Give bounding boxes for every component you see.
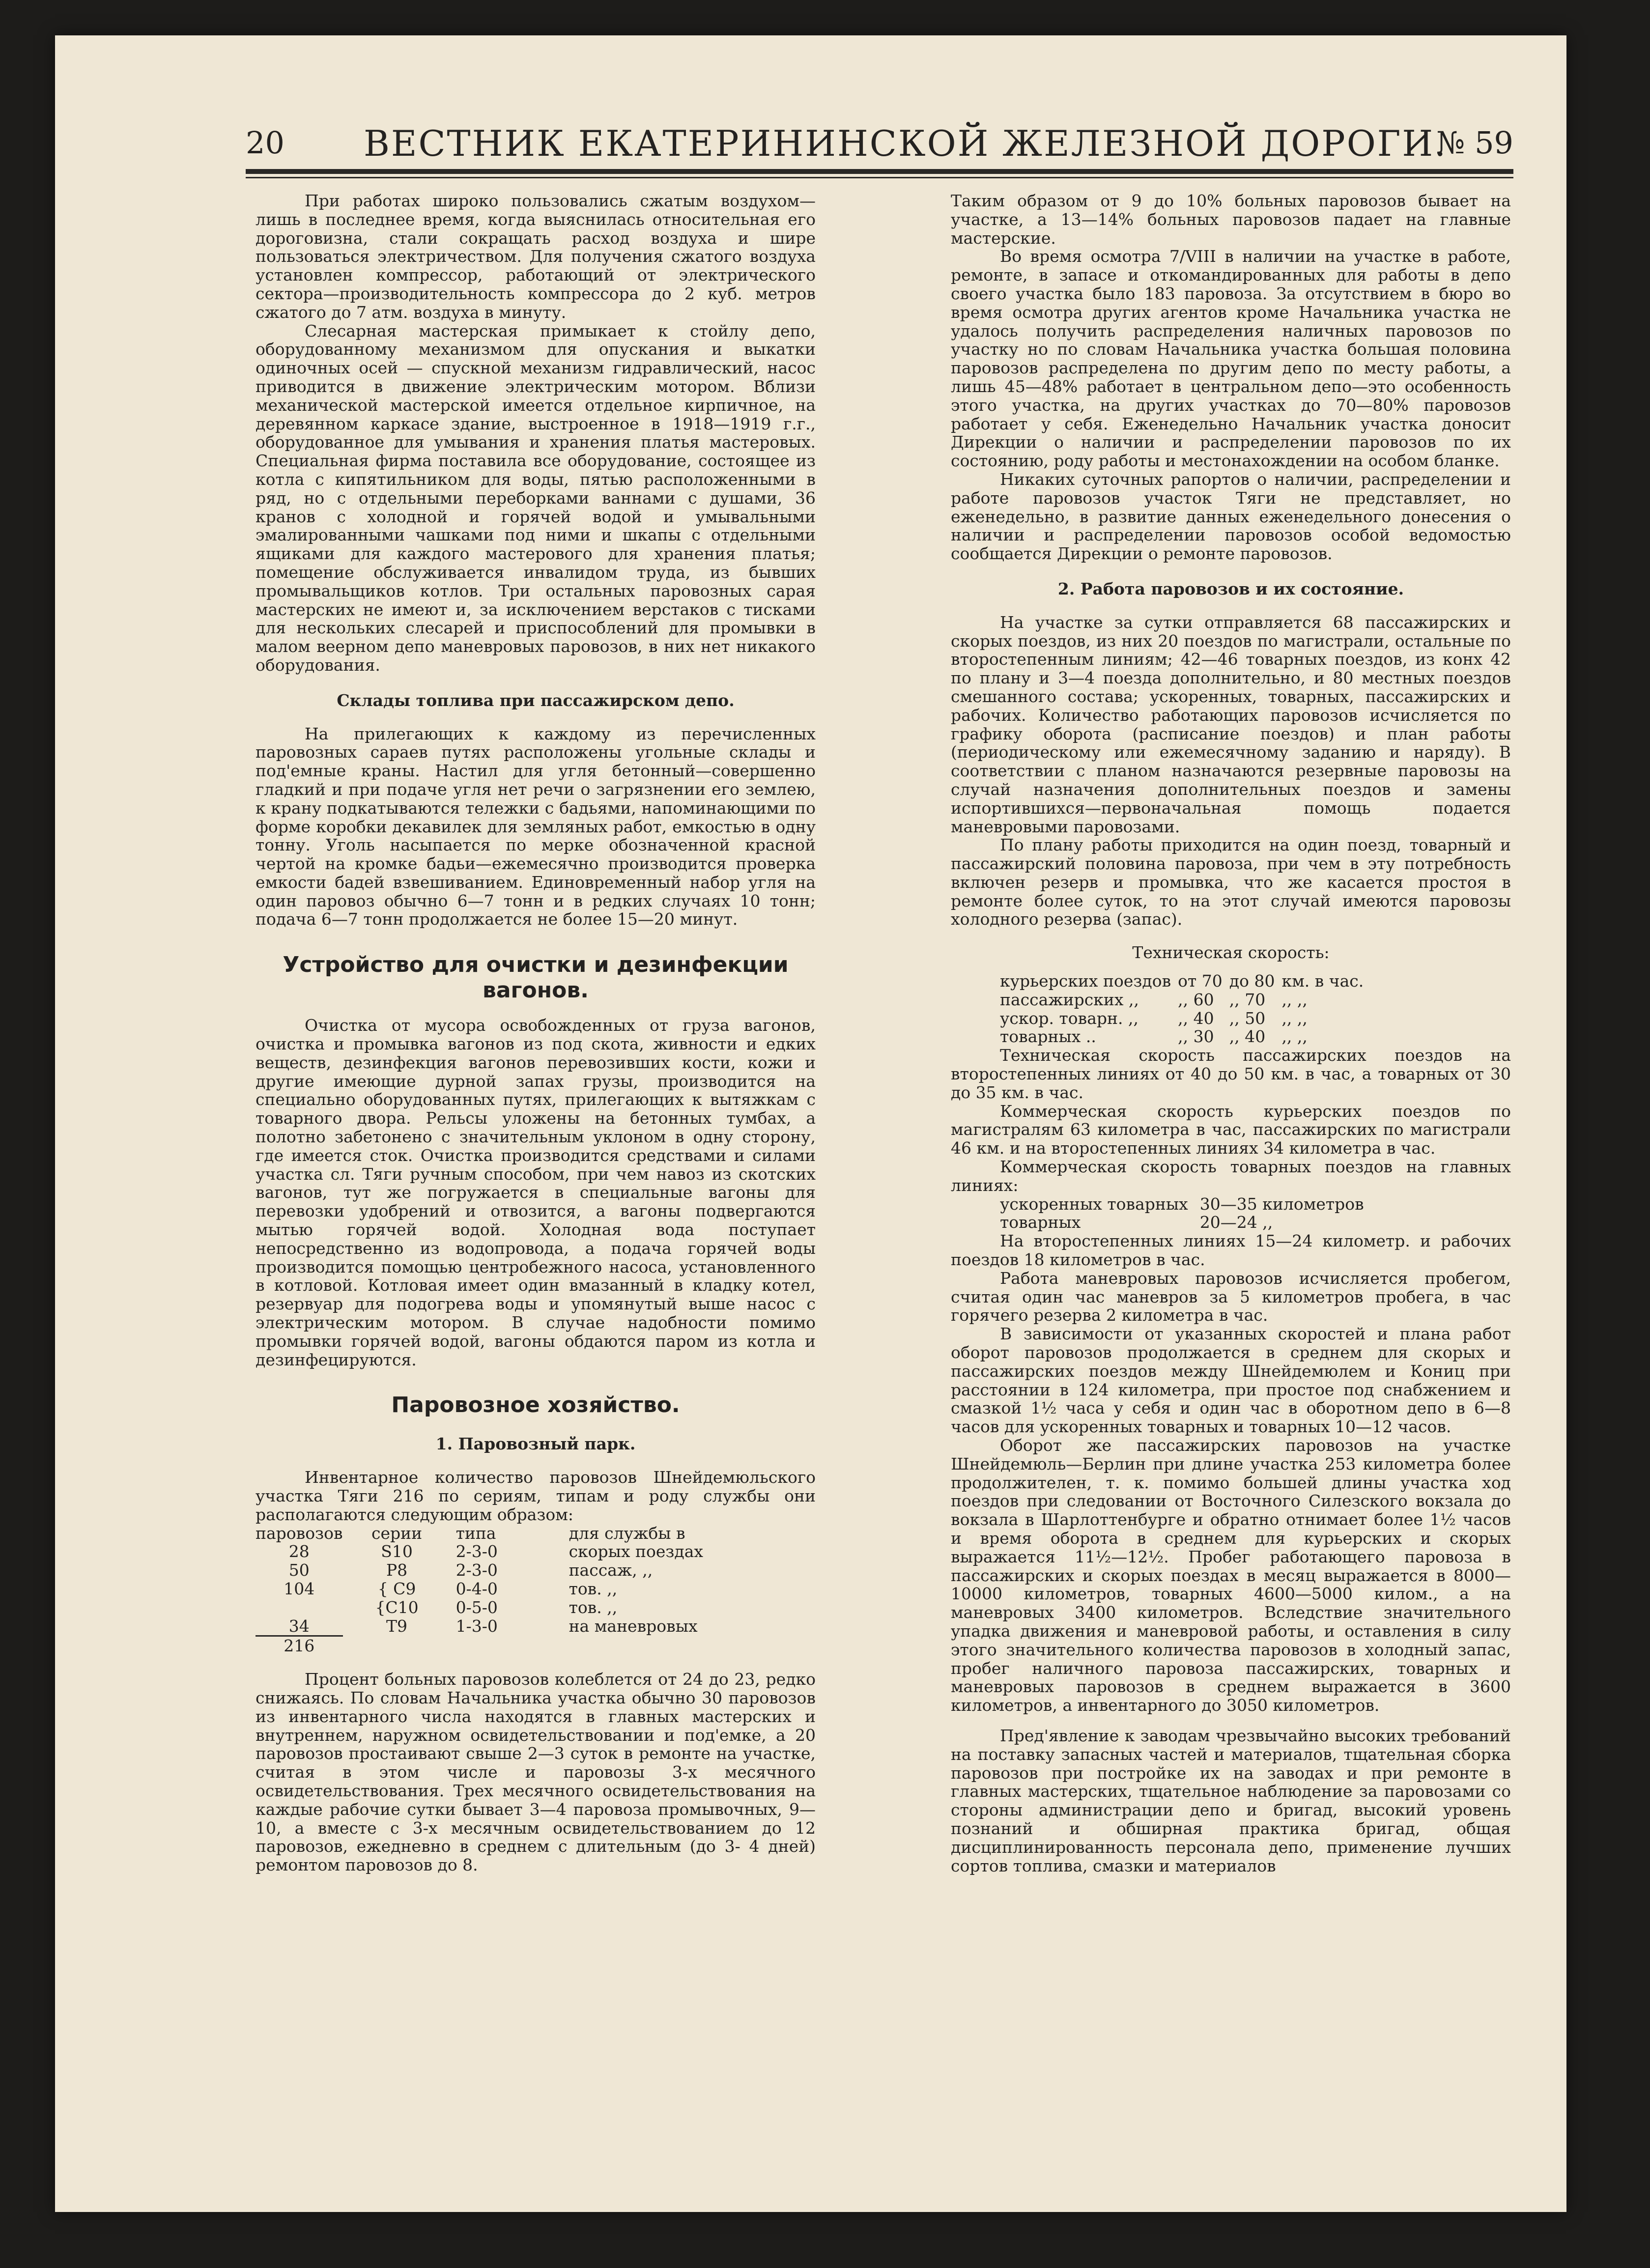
paragraph: На прилегающих к каждому из перечисленных паровозных сараев путях расположены угольные склады и под'емные краны. Настил для угля бетонный—совершенно гладкий и при подаче угля нет речи о загрязнении его землею, к крану подкатываются тележки с бадьями, напоминающими по форме коробки декавилек для земляных работ, емкостью в одну тонну. Уголь насыпается по мерке обозначенной красной чертой на кромке бадьи—ежемесячно производится проверка емкости бадей взвешиванием. Единовременный набор угля на один паровоз обычно 6—7 тонн и в редких случаях 10 тонн; подача 6—7 тонн продолжается не более 15—20 минут.: [256, 724, 816, 929]
table-cell: 2-3-0: [455, 1560, 498, 1580]
page-header: [246, 123, 1513, 167]
table-cell: ,, 60: [1178, 990, 1214, 1009]
table-cell: товарных: [1000, 1213, 1081, 1232]
paragraph: Коммерческая скорость курьерских поездов по магистралям 63 километра в час, пассажирских по магистрали 46 км. и на второстепенных линиях 34 километра в час.: [951, 1101, 1511, 1158]
table-cell: 50: [288, 1560, 310, 1580]
table-cell: 0-4-0: [455, 1579, 498, 1598]
issue-number: № 59: [1436, 125, 1513, 161]
section-heading: Устройство для очистки и дезинфекции вагонов.: [283, 952, 789, 1003]
paragraph: Пред'явление к заводам чрезвычайно высоких требований на поставку запасных частей и материалов, тщательная сборка паровозов при постройке их на заводах и при ремонте в главных мастерских, тщательное наблюдение за паровозами со стороны администрации депо и бригад, высокий уровень познаний и обширная практика бригад, общая дисциплинированность персонала депо, применение лучших сортов топлива, смазки и материалов: [951, 1726, 1511, 1875]
commercial-speed-table: [1000, 1195, 1376, 1232]
table-cell: на маневровых: [569, 1616, 698, 1636]
paragraph: Во время осмотра 7/VIII в наличии на участке в работе, ремонте, в запасе и откомандированных для работы в депо своего участка было 183 паровоза. За отсутствием в бюро во время осмотра других агентов кроме Начальника участка не удалось получить распределения наличных паровозов по участку но по словам Начальника участка большая половина паровозов распределена по другим депо по месту работы, а лишь 45—48% работает в центральном депо—это особенность этого участка, на других участках до 70—80% паровозов работает у себя. Еженедельно Начальник участка доносит Дирекции о наличии и распределении паровозов по их состоянию, роду работы и местонахождении на особом бланке.: [951, 247, 1511, 471]
table-cell: {C10: [375, 1597, 419, 1617]
section-heading: Склады топлива при пассажирском депо.: [337, 690, 735, 710]
table-cell: ,, 40: [1178, 1008, 1214, 1028]
paragraph: Техническая скорость пассажирских поездов на второстепенных линиях от 40 до 50 км. в час, а товарных от 30 до 35 км. в час.: [951, 1046, 1511, 1102]
section-heading: 2. Работа паровозов и их состояние.: [1057, 579, 1404, 598]
journal-title: ВЕСТНИК ЕКАТЕРИНИНСКОЙ ЖЕЛЕЗНОЙ ДОРОГИ.: [364, 123, 1448, 164]
paragraph: Оборот же пассажирских паровозов на участке Шнейдемюль—Берлин при длине участка 253 километра более продолжителен, т. к. помимо большей длины участка ход поездов при следовании от Восточного Силезского вокзала до вокзала в Шарлоттенбурге и обратно отнимает более 1½ часов и время оборота в среднем для курьерских и скорых выражается 11½—12½. Пробег работающего паровоза в пассажирских и скорых поездах в месяц выражается в 8000—10000 километров, товарных 4600—5000 килом., а на маневровых 3400 километров. Вследствие значительного упадка движения и маневровой работы, и оставления в силу этого значительного количества паровозов в холодный запас, пробег наличного паровоза пассажирских, товарных и маневровых паровозов в среднем выражается в 3600 километров, а инвентарного до 3050 километров.: [951, 1436, 1511, 1715]
section-heading: Паровозное хозяйство.: [391, 1392, 680, 1418]
paragraph: Слесарная мастерская примыкает к стойлу депо, оборудованному механизмом для опускания и выкатки одиночных осей — спускной механизм гидравлический, насос приводится в движение электрическим мотором. Вблизи механической мастерской имеется отдельное кирпичное, на деревянном каркасе здание, выстроенное в 1918—1919 г.г., оборудованное для умывания и хранения платья мастеровых. Специальная фирма поставила все оборудование, состоящее из котла с кипятильником для воды, пятью расположенными в ряд, но с отдельными переборками ваннами с душами, 36 кранов с холодной и горячей водой и умывальными эмалированными чашками под ними и шкапы с отдельными ящиками для каждого мастерового для хранения платья; помещение обслуживается инвалидом труда, из бывших промывальщиков котлов. Три остальных паровозных сарая мастерских не имеют и, за исключением верстаков с тисками для нескольких слесарей и приспособлений для промывки в малом веерном депо маневровых паровозов, в них нет никакого оборудования.: [256, 321, 816, 675]
paragraph: Никаких суточных рапортов о наличии, распределении и работе паровозов участок Тяги не представляет, но еженедельно, в развитие данных еженедельного донесения о наличии и распределении паровозов особой ведомостью сообщается Дирекции о ремонте паровозов.: [951, 469, 1511, 564]
table-cell: тов. ,,: [569, 1597, 618, 1617]
table-row: [256, 1580, 703, 1598]
table-cell: км. в час.: [1281, 971, 1364, 991]
table-cell: скорых поездах: [569, 1542, 704, 1561]
table-cell: пассаж, ,,: [569, 1560, 653, 1580]
paragraph: Таким образом от 9 до 10% больных паровозов бывает на участке, а 13—14% больных паровозов падает на главные мастерские.: [951, 191, 1511, 248]
paragraph: В зависимости от указанных скоростей и плана работ оборот паровозов продолжается в среднем для скорых и пассажирских поездов между Шнейдемюлем и Кониц при расстоянии в 124 километра, при простое под снабжением и смазкой 1½ часа у себя и один час в оборотном депо в 6—8 часов для ускоренных товарных и товарных 10—12 часов.: [951, 1324, 1511, 1437]
paragraph: По плану работы приходится на один поезд, товарный и пассажирский половина паровоза, при чем в эту потребность включен резерв и промывка, что же касается простоя в ремонте более суток, то на этот случай имеются паровозы холодного резерва (запас).: [951, 835, 1511, 929]
table-header-row: [256, 1524, 703, 1543]
table-row: [256, 1542, 703, 1561]
paragraph: При работах широко пользовались сжатым воздухом—лишь в последнее время, когда выяснилась относительная его дороговизна, стали сокращать расход воздуха и шире пользоваться электричеством. Для получения сжатого воздуха установлен компрессор, работающий от электрического сектора—производительность компрессора до 2 куб. метров сжатого до 7 атм. воздуха в минуту.: [256, 191, 816, 322]
table-cell: ускоренных товарных: [1000, 1194, 1188, 1214]
table-row: [1000, 972, 1370, 991]
table-row: [256, 1598, 703, 1617]
table-total-row: [256, 1636, 703, 1655]
table-cell: ,, 50: [1229, 1008, 1266, 1028]
table-header: типа: [455, 1523, 496, 1543]
table-cell: пассажирских ,,: [1000, 990, 1139, 1009]
table-row: [1000, 991, 1370, 1009]
table-cell: 0-5-0: [455, 1597, 498, 1617]
table-row: [1000, 1195, 1376, 1214]
table-cell: P8: [386, 1560, 408, 1580]
table-row: [1000, 1213, 1376, 1232]
table-row: [1000, 1027, 1370, 1046]
table-cell: от 70: [1178, 971, 1223, 991]
table-cell: 34: [288, 1616, 310, 1636]
table-cell: тов. ,,: [569, 1579, 618, 1598]
table-cell: { C9: [377, 1579, 416, 1598]
table-row: [256, 1617, 703, 1636]
right-column: [951, 192, 1511, 1875]
table-cell: 28: [288, 1542, 310, 1561]
paragraph: Коммерческая скорость товарных поездов на главных линиях:: [951, 1157, 1511, 1195]
locomotive-park-table: [256, 1524, 703, 1656]
paragraph: Процент больных паровозов колеблется от 24 до 23, редко снижаясь. По словам Начальника участка обычно 30 паровозов из инвентарного числа находятся в главных мастерских и внутреннем, наружном освидетельствовании и под'емке, а 20 паровозов простаивают свыше 2—3 суток в ремонте на участке, считая в этом числе и паровозы 3-х месячного освидетельствования. Трех месячного освидетельствования на каждые рабочие сутки бывает 3—4 паровоза промывочных, 9—10, а вместе с 3-х месячным освидетельствованием до 12 паровозов, ежедневно в среднем с длительным (до 3- 4 дней) ремонтом паровозов до 8.: [256, 1670, 816, 1875]
table-cell: T9: [386, 1616, 408, 1636]
table-cell: ,, ,,: [1281, 1027, 1308, 1047]
table-cell: [256, 1598, 343, 1617]
paragraph: Работа маневровых паровозов исчисляется пробегом, считая один час маневров за 5 километров пробега, в час горячего резерва 2 километра в час.: [951, 1268, 1511, 1325]
table-row: [1000, 1009, 1370, 1028]
technical-speed-table: [1000, 972, 1370, 1046]
table-header: серии: [371, 1523, 423, 1543]
table-cell: ,, 30: [1178, 1027, 1214, 1047]
paragraph: Очистка от мусора освобожденных от груза вагонов, очистка и промывка вагонов из под скота, живности и едких веществ, дезинфекция вагонов перевозивших кости, кожи и другие имеющие дурной запах грузы, производится на специально оборудованных путях, прилегающих к вытяжкам с товарного двора. Рельсы уложены на бетонных тумбах, а полотно забетонено с значительным уклоном в одну сторону, где имеется сток. Очистка производится средствами и силами участка сл. Тяги ручным способом, при чем навоз из скотских вагонов, тут же погружается в специальные вагоны для перевозки удобрений и отвозится, а вагоны подвергаются мытью горячей водой. Холодная вода поступает непосредственно из водопровода, а подача горячей воды производится помощью центробежного насоса, установленного в котловой. Котловая имеет один вмазанный в кладку котел, резервуар для подогрева воды и упомянутый выше насос с электрическим мотором. В случае надобности помимо промывки горячей водой, вагоны обдаются паром из котла и дезинфецируются.: [256, 1016, 816, 1369]
table-cell: курьерских поездов: [1000, 971, 1171, 991]
table-cell: 1-3-0: [455, 1616, 498, 1636]
table-total: 216: [256, 1636, 343, 1655]
header-rule-thick: [246, 169, 1513, 174]
table-cell: 20—24 ,,: [1199, 1213, 1273, 1232]
table-header: для службы в: [569, 1523, 685, 1543]
header-rule-thin: [246, 177, 1513, 178]
table-cell: ,, 40: [1229, 1027, 1266, 1047]
table-cell: до 80: [1229, 971, 1275, 991]
subsection-heading: 1. Паровозный парк.: [435, 1434, 636, 1454]
table-cell: 104: [284, 1579, 315, 1598]
table-cell: ,, ,,: [1281, 1008, 1308, 1028]
table-header: паровозов: [256, 1523, 343, 1543]
table-row: [256, 1561, 703, 1580]
table-cell: товарных ..: [1000, 1027, 1096, 1047]
paragraph: Инвентарное количество паровозов Шнейдемюльского участка Тяги 216 по сериям, типам и роду службы они располагаются следующим образом:: [256, 1468, 816, 1524]
section-heading: Техническая скорость:: [1132, 943, 1330, 963]
table-cell: ,, ,,: [1281, 990, 1308, 1009]
table-cell: 2-3-0: [455, 1542, 498, 1561]
page-number: 20: [246, 125, 284, 161]
table-cell: ,, 70: [1229, 990, 1266, 1009]
table-cell: S10: [381, 1542, 413, 1561]
paragraph: На второстепенных линиях 15—24 километр. и рабочих поездов 18 километров в час.: [951, 1231, 1511, 1270]
left-column: [256, 192, 816, 1874]
paragraph: На участке за сутки отправляется 68 пассажирских и скорых поездов, из них 20 поездов по магистрали, остальные по второстепенным линиям; 42—46 товарных поездов, из конх 42 по плану и 3—4 поезда дополнительно, и 80 местных поездов смешанного состава; ускоренных, товарных, пассажирских и рабочих. Количество работающих паровозов исчисляется по графику оборота (расписание поездов) и план работы (периодическому или ежемесячному заданию и наряду). В соответствии с планом назначаются резервные паровозы на случай назначения дополнительных поездов и замены испортившихся—первоначальная помощь подается маневровыми паровозами.: [951, 612, 1511, 836]
table-cell: ускор. товарн. ,,: [1000, 1008, 1138, 1028]
table-cell: 30—35 километров: [1199, 1194, 1364, 1214]
